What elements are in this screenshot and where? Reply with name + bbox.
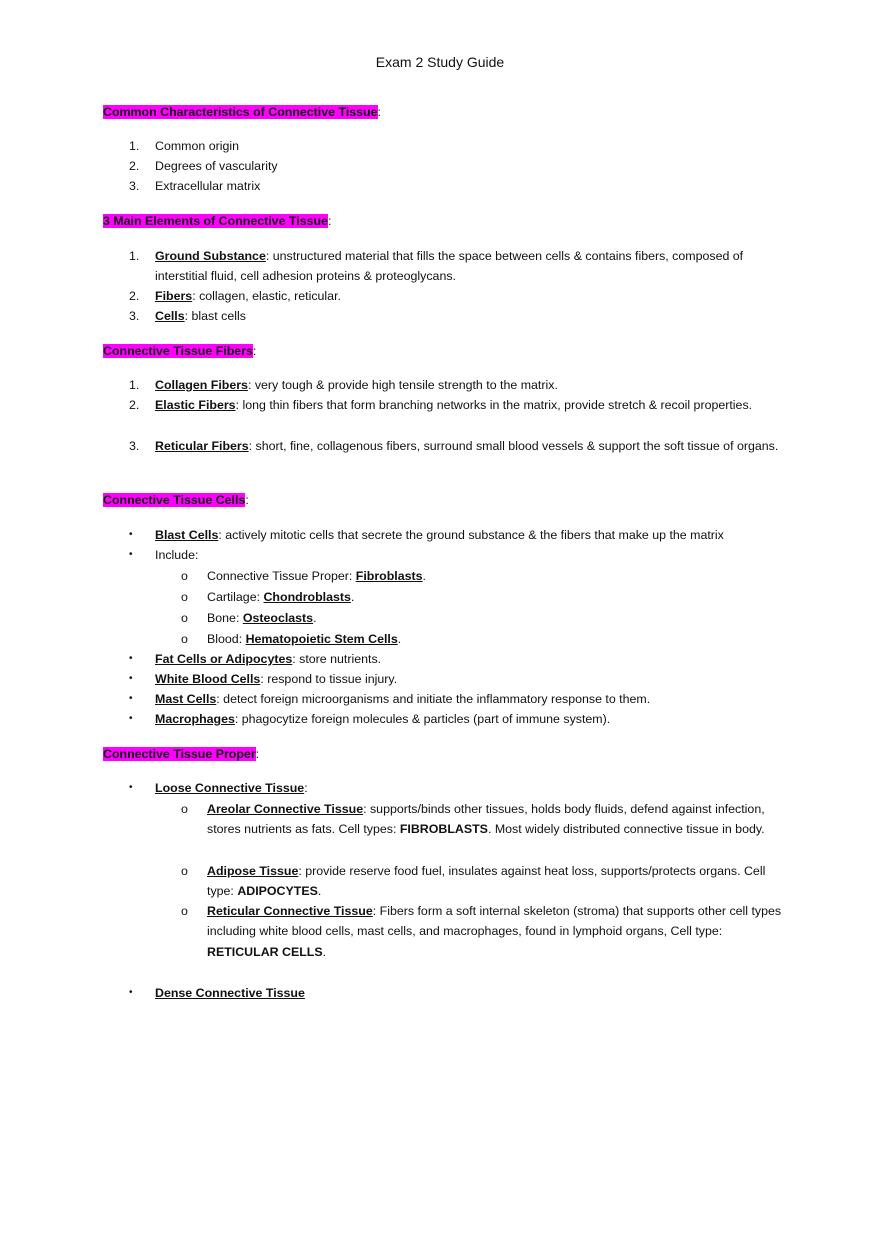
term-reticular-connective-tissue: Reticular Connective Tissue (207, 904, 373, 918)
sub-bullet: o (181, 611, 188, 625)
list-item: Include: (155, 548, 199, 562)
section-heading-cells: Connective Tissue Cells: (103, 493, 249, 507)
term-areolar-connective-tissue: Areolar Connective Tissue (207, 802, 364, 816)
list-item: Fibers: collagen, elastic, reticular. (155, 289, 341, 303)
term-adipose-tissue: Adipose Tissue (207, 864, 299, 878)
term-blast-cells: Blast Cells (155, 528, 219, 542)
sub-list-item: Bone: Osteoclasts. (207, 611, 317, 625)
sub-bullet: o (181, 590, 188, 604)
term-white-blood-cells: White Blood Cells (155, 672, 261, 686)
term-reticular-fibers: Reticular Fibers (155, 439, 249, 453)
sub-bullet: o (181, 632, 188, 646)
sub-bullet: o (181, 569, 188, 583)
list-item: Elastic Fibers: long thin fibers that form branching networks in the matrix, provide stretch & recoil properties. (155, 398, 753, 412)
list-item: Macrophages: phagocytize foreign molecules & particles (part of immune system). (155, 712, 611, 726)
sub-list-item: Areolar Connective Tissue: supports/binds other tissues, holds body fluids, defend against infection, stores nutrients as fats. Cell types: FIBROBLASTS. Most widely distributed connective tissue in body. (207, 802, 765, 837)
term-fibroblasts: Fibroblasts (355, 569, 423, 583)
list-number: 3. (129, 179, 140, 193)
term-cells: Cells (155, 309, 185, 323)
sub-list-item: Connective Tissue Proper: Fibroblasts. (207, 569, 426, 583)
list-item: Loose Connective Tissue: (155, 781, 308, 795)
bullet: • (129, 713, 133, 724)
list-item (155, 983, 305, 1003)
list-number: 3. (129, 439, 140, 453)
sub-bullet: o (181, 864, 188, 878)
list-item: Ground Substance: unstructured material that fills the space between cells & contains fibers, composed of interstitial fluid, cell adhesion proteins & proteoglycans. (155, 249, 744, 284)
term-mast-cells: Mast Cells (155, 692, 217, 706)
highlighted-heading-text: Connective Tissue Cells (103, 493, 246, 507)
list-number: 2. (129, 289, 140, 303)
list-item: Reticular Fibers: short, fine, collagenous fibers, surround small blood vessels & support the soft tissue of organs. (155, 439, 779, 453)
list-item: Common origin (155, 139, 240, 153)
sub-list-item: Adipose Tissue: provide reserve food fuel, insulates against heat loss, supports/protects organs. Cell type: ADIPOCYTES. (207, 864, 766, 899)
section-heading-fibers: Connective Tissue Fibers: (103, 344, 257, 358)
term-hematopoietic-stem-cells: Hematopoietic Stem Cells (245, 632, 398, 646)
highlighted-heading-text: Common Characteristics of Connective Tissue (103, 105, 378, 119)
term-collagen-fibers: Collagen Fibers (155, 378, 248, 392)
term-loose-connective-tissue: Loose Connective Tissue (155, 781, 305, 795)
term-fat-cells: Fat Cells or Adipocytes (155, 652, 293, 666)
list-item: Blast Cells: actively mitotic cells that secrete the ground substance & the fibers that make up the matrix (155, 528, 724, 542)
list-number: 1. (129, 249, 140, 263)
list-number: 2. (129, 159, 140, 173)
section-heading-main-elements: 3 Main Elements of Connective Tissue: (103, 214, 332, 228)
bullet: • (129, 529, 133, 540)
bullet: • (129, 782, 133, 793)
list-item: Fat Cells or Adipocytes: store nutrients. (155, 652, 382, 666)
section-heading-common-characteristics: Common Characteristics of Connective Tissue: (103, 105, 381, 119)
sub-bullet: o (181, 802, 188, 816)
term-fibers: Fibers (155, 289, 193, 303)
bullet: • (129, 673, 133, 684)
term-chondroblasts: Chondroblasts (263, 590, 351, 604)
section-heading-tissue-proper: Connective Tissue Proper: (103, 747, 260, 761)
bullet: • (129, 987, 133, 998)
highlighted-heading-text: 3 Main Elements of Connective Tissue (103, 214, 328, 228)
list-number: 1. (129, 139, 140, 153)
list-item: White Blood Cells: respond to tissue injury. (155, 672, 398, 686)
bullet: • (129, 693, 133, 704)
bullet: • (129, 653, 133, 664)
sub-list-item: Blood: Hematopoietic Stem Cells. (207, 632, 402, 646)
list-number: 1. (129, 378, 140, 392)
sub-bullet: o (181, 904, 188, 918)
term-osteoclasts: Osteoclasts (242, 611, 314, 625)
list-item: Collagen Fibers: very tough & provide high tensile strength to the matrix. (155, 378, 558, 392)
list-item: Degrees of vascularity (155, 159, 278, 173)
bullet: • (129, 549, 133, 560)
document-title: Exam 2 Study Guide (375, 54, 505, 70)
list-item: Extracellular matrix (155, 179, 261, 193)
list-number: 3. (129, 309, 140, 323)
term-dense-connective-tissue: Dense Connective Tissue (155, 986, 305, 1000)
sub-list-item: Reticular Connective Tissue: Fibers form a soft internal skeleton (stroma) that supports other cell types including white blood cells, mast cells, and macrophages, found in lymphoid organs, Cell type: RETICULAR CELLS. (207, 904, 782, 959)
sub-list-item: Cartilage: Chondroblasts. (207, 590, 355, 604)
term-macrophages: Macrophages (155, 712, 235, 726)
highlighted-heading-text: Connective Tissue Fibers (103, 344, 253, 358)
highlighted-heading-text: Connective Tissue Proper (103, 747, 256, 761)
list-number: 2. (129, 398, 140, 412)
term-ground-substance: Ground Substance (155, 249, 266, 263)
list-item: Cells: blast cells (155, 309, 246, 323)
term-elastic-fibers: Elastic Fibers (155, 398, 236, 412)
list-item: Mast Cells: detect foreign microorganisms and initiate the inflammatory response to them. (155, 692, 651, 706)
